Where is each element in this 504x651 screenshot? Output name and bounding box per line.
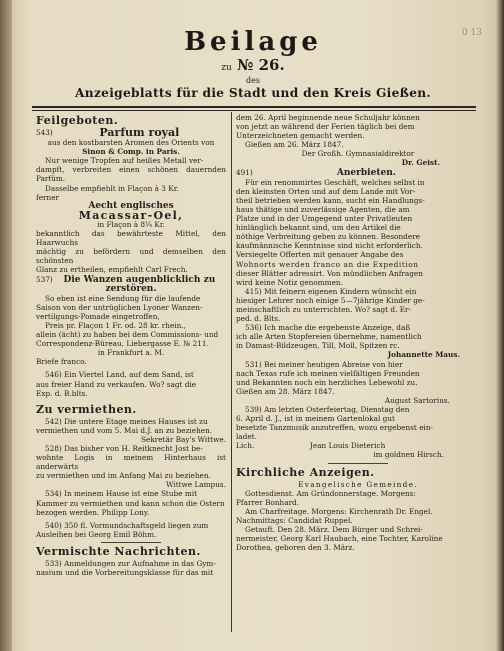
ad-539-line: ladet. — [236, 432, 257, 442]
ad-415-line: ped. d. Blts. — [236, 314, 281, 324]
masthead-subtitle: Anzeigeblatts für die Stadt und den Kreis Gießen. — [75, 86, 431, 100]
ad-531-line: nach Texas rufe ich meinen vielfältigen Freunden — [236, 368, 420, 378]
ad-540-line: 540) 350 fl. Vormundschaftsgeld liegen zum — [45, 520, 209, 530]
ad-539-line: 6. April d. J., ist in meinem Gartenlokal gut — [236, 414, 395, 424]
church-line: nermeister, Georg Karl Haubach, eine Tochter, Karoline — [236, 534, 443, 544]
ad-533-signature: Dr. Geist. — [401, 158, 440, 168]
ad-543-line: Sinon & Comp. in Paris. — [82, 147, 180, 157]
ad-491-line: hinlänglich bekannt sind, um den Artikel die — [236, 223, 401, 233]
ad-539-line: 539) Am letzten Osterfeiertag, Dienstag den — [245, 405, 410, 414]
ad-533-line: Der Großh. Gymnasialdirektor — [301, 149, 415, 159]
ad-533-line: von jetzt an während der Ferien täglich bei dem — [236, 122, 415, 132]
section-separator — [328, 463, 388, 464]
ad-491-line: nöthige Verbreitung geben zu können. Besondere — [236, 232, 420, 242]
ad-491-line: theil betrieben werden kann, sucht ein Handlungs- — [236, 195, 425, 205]
ad-536-line: ich alle Arten Stopfereien übernehme, namentlich — [236, 332, 422, 342]
ad-macassar-line: Glanz zu ertheilen, empfiehlt Carl Frech. — [36, 265, 188, 275]
ad-539-line: im goldnen Hirsch. — [373, 450, 444, 460]
ad-543-head: 543) Parfum royal — [36, 126, 180, 139]
ad-531-signature: August Sartorius. — [384, 395, 450, 405]
ad-543-line: dampft, verbreiten einen schönen dauernden Parfüm. — [36, 165, 226, 184]
ad-537-head: 537) Die Wanzen augenblicklich zu — [36, 274, 216, 285]
ad-537-line: in Frankfurt a. M. — [97, 348, 165, 358]
issue-number: № 26. — [237, 56, 285, 74]
ad-531-line: und Bekannten noch ein herzliches Lebewohl zu. — [236, 377, 418, 387]
page-edge — [496, 0, 504, 651]
ad-528-line: zu vermiethen und im Anfang Mai zu beziehen. — [36, 471, 211, 481]
ad-491-line: Platze und in der Umgegend unter Privatleuten — [236, 214, 413, 224]
ad-537-line: Preis pr. Flaçon 1 Fr. od. 28 kr. rhein., — [45, 320, 186, 330]
ad-415-line: 415) Mit feinern eigenen Kindern wünscht ein — [245, 286, 417, 296]
ad-539-line: besetzte Tanzmusik anzutreffen, wozu ergebenst ein- — [236, 423, 434, 433]
section-feilgeboten: Feilgeboten. — [36, 114, 119, 127]
ad-542-line: 542) Die untere Etage meines Hauses ist zu — [45, 416, 208, 426]
church-line: Nachmittags: Candidat Ruppel. — [236, 515, 353, 525]
ad-491-line: wird keine Notiz genommen. — [236, 277, 343, 287]
church-line: Gottesdienst. Am Gründonnerstage. Morgens: — [245, 488, 416, 498]
ad-acht-head: Aecht englisches — [88, 200, 174, 211]
ad-537-line: So eben ist eine Sendung für die laufende — [45, 293, 201, 303]
ad-534-line: 534) In meinem Hause ist eine Stube mit — [45, 489, 198, 499]
ad-543-line: ferner — [36, 192, 60, 202]
ad-531-line: Gießen am 28. März 1847. — [236, 386, 335, 396]
ad-491-line: den kleinsten Orten und auf dem Lande mit Vor- — [236, 186, 416, 196]
masthead-rule — [32, 106, 476, 108]
ad-533-line: Unterzeichneten gemacht werden. — [236, 131, 365, 141]
masthead — [20, 28, 486, 101]
ad-533-line: Gießen am 26. März 1847. — [245, 140, 344, 150]
ad-546-line: aus freier Hand zu verkaufen. Wo? sagt die — [36, 379, 197, 389]
church-line: Getauft. Den 28. März. Dem Bürger und Schrei- — [245, 525, 423, 535]
church-congregation: Evangelische Gemeinde. — [298, 479, 418, 489]
page-mark: 0 13 — [461, 28, 482, 38]
ad-491-line: haus thätige und zuverlässige Agenten, die am — [236, 204, 410, 214]
ad-536-line: 536) Ich mache die ergebenste Anzeige, daß — [245, 323, 411, 333]
church-line: Dorothea, geboren den 3. März. — [236, 543, 355, 553]
ad-528-line: Wittwe Lampus. — [165, 480, 226, 490]
ad-491-line: Wohnorts werden franco an die Expedition — [236, 259, 419, 269]
ad-537-head2: zerstören. — [105, 283, 157, 294]
section-separator — [101, 542, 161, 543]
ad-macassar-head: Macassar-Oel, — [78, 208, 184, 222]
ad-539-line: Lich. Jean Louis Dieterich — [236, 441, 386, 451]
ad-531-line: 531) Bei meiner heutigen Abreise von hier — [245, 359, 403, 369]
church-line: Pfarrer Bonhard. — [236, 497, 300, 507]
ad-537-line: Correspondenz-Büreau, Liebergasse E. № 211. — [36, 339, 209, 349]
zu-word: zu — [221, 63, 232, 73]
ad-415-line: hiesiger Lehrer noch einige 5—7jährige Kinder ge- — [236, 295, 425, 305]
masthead-title: Beilage — [184, 27, 322, 57]
ad-534-line: Kammer zu vermiethen und kann schon die Ostern — [36, 498, 225, 508]
section-vermischte: Vermischte Nachrichten. — [36, 544, 201, 558]
ad-528-line: wohnte Logis in meinem Hinterhaus ist anderwärts — [36, 453, 226, 472]
book-binding — [0, 0, 12, 651]
ad-491-line: kaufmännische Kenntnisse sind nicht erforderlich. — [236, 241, 423, 251]
issue-line — [20, 56, 486, 77]
right-column — [236, 113, 480, 552]
ad-537-line: allein (ächt) zu haben bei dem Commissions- und — [36, 330, 219, 340]
ad-491-line: Versiegelte Offerten mit genauer Angabe des — [236, 250, 404, 260]
ad-537-line: vertilgungs-Pomade eingetroffen, — [36, 311, 160, 321]
ad-543-line: Nur wenige Tropfen auf heißes Metall ver- — [45, 156, 204, 166]
ad-543-line: aus den kostbarsten Aromen des Orients von — [47, 138, 215, 148]
des-word: des — [246, 76, 260, 85]
ad-533-line: nasium und die Vorbereitungsklasse für das mit — [36, 568, 214, 578]
ad-540-line: Ausleihen bei Georg Emil Böhm. — [36, 529, 157, 539]
ad-534-line: bezogen werden. Philipp Lony. — [36, 507, 150, 517]
ad-macassar-line: bekanntlich das bewährteste Mittel, den Haarwuchs — [36, 229, 226, 248]
ad-536-line: in Damast-Bildzeugen, Till, Moll, Spitzen rc. — [236, 341, 400, 351]
ad-491-line: Für ein renommirtes Geschäft, welches selbst in — [245, 177, 425, 187]
ad-415-line: meinschaftlich zu unterrichten. Wo? sagt d. Er- — [236, 304, 411, 314]
ad-542-line: Sekretär Bay's Wittwe. — [141, 434, 226, 444]
ad-542-line: vermiethen und vom 5. Mai d.J. an zu beziehen. — [36, 425, 213, 435]
ad-546-line: Exp. d. B.blts. — [36, 388, 88, 398]
ad-491-head: 491) Anerbieten. — [236, 167, 396, 178]
ad-543-line: Dasselbe empfiehlt in Flaçon à 3 Kr. — [45, 183, 179, 193]
section-vermiethen: Zu vermiethen. — [36, 402, 137, 416]
ad-macassar-line: mächtig zu befördern und demselben den schönsten — [36, 247, 226, 266]
left-column — [36, 113, 226, 577]
ad-533-line: dem 26. April beginnende neue Schuljahr können — [236, 113, 420, 122]
church-line: Am Charfreitage. Morgens: Kirchenrath Dr. Engel. — [245, 506, 433, 516]
ad-536-signature: Johannette Maus. — [387, 350, 460, 360]
section-kirchliche: Kirchliche Anzeigen. — [236, 465, 375, 479]
masthead-rule-thin — [32, 110, 476, 111]
ad-491-line: dieser Blätter adressirt. Von mündlichen Anfragen — [236, 268, 423, 278]
ad-528-line: 528) Das bisher von H. Reitknecht Jost be- — [45, 444, 203, 453]
ad-537-line: Saison von der untrüglichen Lyoner Wanzen- — [36, 302, 203, 312]
ad-546-line: 546) Ein Viertel Land, auf dem Sand, ist — [45, 370, 194, 380]
ad-533-line: 533) Anmeldungen zur Aufnahme in das Gym- — [45, 558, 216, 568]
ad-macassar-line: in Flaçon à 8¼ Kr. — [97, 219, 165, 229]
ad-537-line: Briefe franco. — [36, 357, 87, 367]
column-divider — [231, 112, 232, 632]
